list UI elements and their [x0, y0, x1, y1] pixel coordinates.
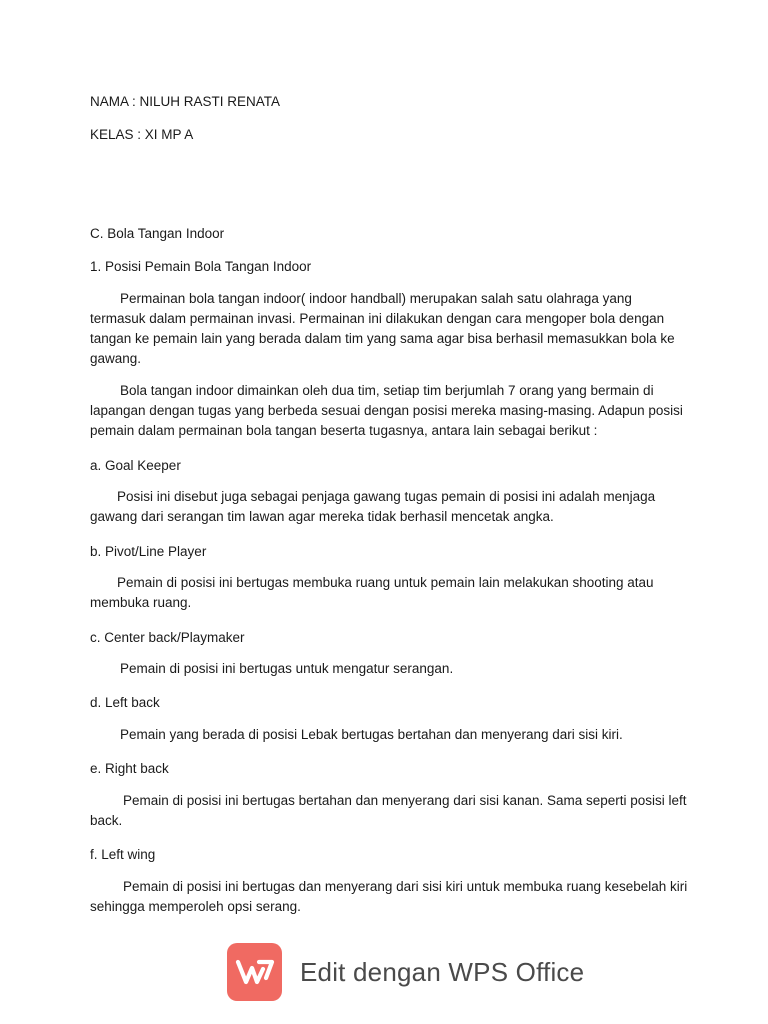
position-text-left-back: Pemain yang berada di posisi Lebak bertugas bertahan dan menyerang dari sisi kiri. [120, 727, 623, 742]
wps-w-glyph-icon [235, 957, 275, 987]
wps-office-logo-icon[interactable] [227, 943, 282, 1001]
intro-paragraph-1: Permainan bola tangan indoor( indoor handball) merupakan salah satu olahraga yang termasuk dalam permainan invasi. Permainan ini dilakukan dengan cara mengoper bola dengan tangan ke pemain lain yang berada dalam tim yang sama agar bisa berhasil memasukkan bola ke gawang. [90, 291, 675, 366]
position-heading-pivot: b. Pivot/Line Player [90, 544, 207, 559]
position-text-goal-keeper: Posisi ini disebut juga sebagai penjaga gawang tugas pemain di posisi ini adalah menjaga gawang dari serangan tim lawan agar mereka tidak berhasil mencetak angka. [90, 489, 656, 524]
position-heading-center-back: c. Center back/Playmaker [90, 630, 245, 645]
intro-paragraph-2: Bola tangan indoor dimainkan oleh dua tim, setiap tim berjumlah 7 orang yang bermain di lapangan dengan tugas yang berbeda sesuai dengan posisi mereka masing-masing. Adapun posisi pemain dalam permainan bola tangan beserta tugasnya, antara lain sebagai berikut : [90, 383, 683, 438]
section-subtitle: 1. Posisi Pemain Bola Tangan Indoor [90, 259, 312, 274]
position-text-pivot: Pemain di posisi ini bertugas membuka ruang untuk pemain lain melakukan shooting atau membuka ruang. [90, 575, 654, 610]
section-title: C. Bola Tangan Indoor [90, 226, 225, 241]
position-heading-left-wing: f. Left wing [90, 847, 156, 862]
position-text-right-back: Pemain di posisi ini bertugas bertahan dan menyerang dari sisi kanan. Sama seperti posisi left back. [90, 793, 687, 828]
position-heading-right-back: e. Right back [90, 761, 169, 776]
student-name: NAMA : NILUH RASTI RENATA [90, 94, 281, 109]
position-text-left-wing: Pemain di posisi ini bertugas dan menyerang dari sisi kiri untuk membuka ruang kesebelah kiri sehingga memperoleh opsi serang. [90, 879, 688, 914]
wps-edit-label[interactable]: Edit dengan WPS Office [300, 957, 585, 987]
student-class: KELAS : XI MP A [90, 127, 194, 142]
wps-edit-banner[interactable] [227, 943, 584, 1001]
position-heading-goal-keeper: a. Goal Keeper [90, 458, 181, 473]
position-heading-left-back: d. Left back [90, 695, 160, 710]
position-text-center-back: Pemain di posisi ini bertugas untuk mengatur serangan. [120, 661, 454, 676]
